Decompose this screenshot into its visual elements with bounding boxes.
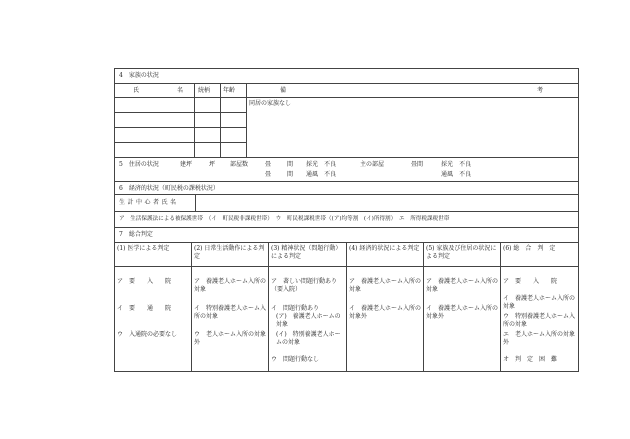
- header-remarks: 考: [537, 87, 544, 94]
- rule: [220, 83, 221, 157]
- list-item: ア 要 入 院: [117, 278, 172, 285]
- list-item: イ 養護老人ホーム入所の対象: [503, 295, 576, 310]
- list-item: ア 養護老人ホーム入所の対象: [349, 278, 422, 293]
- tsubo-label: 建坪: [180, 161, 193, 168]
- rule: [191, 242, 192, 371]
- list-item: イ 特別養護老人ホーム入所の対象: [194, 305, 267, 320]
- rule: [114, 112, 246, 113]
- rule: [194, 83, 195, 157]
- table-border-left: [114, 68, 115, 372]
- rule: [423, 242, 424, 371]
- family-note: 同居の家族なし: [249, 100, 292, 107]
- rule: [114, 142, 246, 143]
- list-item: ア 要 入 院: [503, 278, 558, 285]
- column-header-adl: (2) 日常生活動作による判定: [194, 245, 265, 260]
- room-size-label: 畳: [265, 171, 272, 178]
- tsubo-unit: 坪: [209, 161, 216, 168]
- rule: [195, 194, 196, 211]
- rule: [346, 242, 347, 371]
- room-size-label: 畳: [265, 161, 272, 168]
- list-item: イ 問題行動あり: [271, 305, 320, 312]
- list-item: ウ 老人ホーム入所の対象外: [194, 331, 267, 346]
- header-name: 名: [177, 87, 184, 94]
- section-title: 7 総合判定: [119, 231, 153, 238]
- room-size-unit: 間: [287, 171, 294, 178]
- header-name: 氏: [133, 87, 140, 94]
- main-room-quality: 通風 不良: [441, 171, 472, 178]
- list-item: ウ 問題行動なし: [271, 356, 320, 363]
- room-quality: 通風 不良: [306, 171, 337, 178]
- list-item: ア 著しい問題行動あり（要入院）: [271, 278, 338, 293]
- rule: [114, 194, 578, 195]
- list-item: (ア) 養護老人ホームの対象: [276, 313, 341, 328]
- rule: [268, 242, 269, 371]
- table-border-right: [578, 68, 579, 372]
- column-header-overall: (6) 総 合 判 定: [503, 245, 556, 252]
- rule: [114, 211, 578, 212]
- main-room-label: 主の部屋: [360, 161, 385, 168]
- list-item: ウ 特別養護老人ホーム入所の対象: [503, 313, 576, 328]
- list-item: ア 養護老人ホーム入所の対象: [194, 278, 267, 293]
- room-quality: 採光 不良: [306, 161, 337, 168]
- rule: [114, 371, 578, 372]
- rule: [114, 157, 578, 158]
- rule: [114, 227, 578, 228]
- header-relation: 続柄: [198, 87, 211, 94]
- column-header-medical: (1) 医学による判定: [117, 245, 170, 252]
- list-item: ア 養護老人ホーム入所の対象: [426, 278, 499, 293]
- tax-status-options: ア 生活保護法による被保護世帯 （イ 町民税非課税世帯） ウ 町民税課税世帯（(ア)均等割 (イ)所得割） エ 所得税課税世帯: [119, 216, 450, 222]
- section-title: 5 住居の状況: [119, 161, 159, 168]
- main-room-mats: 畳間: [411, 161, 424, 168]
- list-item: イ 要 通 院: [117, 305, 172, 312]
- rule: [246, 83, 247, 157]
- list-item: エ 老人ホーム入所の対象外: [503, 331, 576, 346]
- list-item: イ 養護老人ホーム入所の対象外: [349, 305, 422, 320]
- room-size-unit: 間: [287, 161, 294, 168]
- list-item: (イ) 特別養護老人ホームの対象: [276, 331, 341, 346]
- header-remarks: 備: [280, 87, 287, 94]
- rule: [114, 181, 578, 182]
- rule: [114, 97, 578, 98]
- rule: [114, 83, 578, 84]
- header-age: 年齢: [223, 87, 236, 94]
- rule: [114, 127, 246, 128]
- column-header-mental: (3) 精神状況（問題行動）による判定: [271, 245, 342, 260]
- section-title: 4 家族の状況: [119, 72, 159, 79]
- list-item: イ 養護老人ホーム入所の対象外: [426, 305, 499, 320]
- section-title: 6 経済的状況（町民税の課税状況）: [119, 185, 219, 192]
- rooms-label: 部屋数: [230, 161, 249, 168]
- column-header-family: (5) 家族及び住居の状況による判定: [426, 245, 497, 260]
- main-room-quality: 採光 不良: [441, 161, 472, 168]
- rule: [500, 242, 501, 371]
- list-item: オ 判 定 困 難: [503, 356, 558, 363]
- rule: [114, 68, 578, 69]
- list-item: ウ 入通院の必要なし: [117, 331, 178, 338]
- household-head-label: 生 計 中 心 者 氏 名: [119, 199, 177, 206]
- column-header-economic: (4) 経済的状況による判定: [349, 245, 420, 252]
